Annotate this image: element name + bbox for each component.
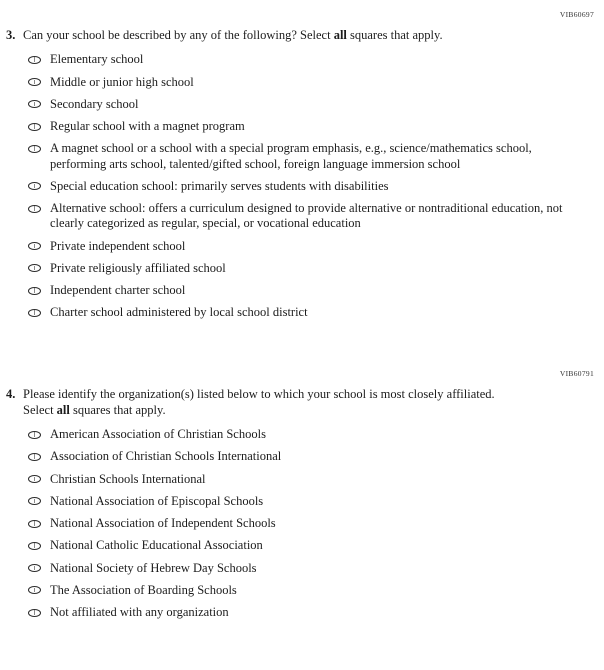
answer-oval-icon[interactable] [28, 309, 41, 317]
answer-oval-icon[interactable] [28, 56, 41, 64]
answer-option-label: Private independent school [50, 238, 186, 253]
question-4-prompt [23, 386, 523, 419]
answer-option[interactable] [28, 119, 596, 134]
question-3-prompt [23, 27, 443, 43]
question-4-number: 4. [6, 386, 16, 401]
prompt-text: squares that apply. [69, 402, 166, 417]
answer-oval-icon[interactable] [28, 78, 41, 86]
answer-option-label: American Association of Christian Schools [50, 427, 266, 441]
answer-oval-icon[interactable] [28, 564, 41, 572]
answer-option-label: Regular school with a magnet program [50, 119, 245, 133]
answer-option[interactable] [28, 179, 596, 194]
question-3-prompt-row [6, 27, 596, 43]
answer-option-label: National Association of Independent Schools [50, 516, 276, 530]
question-3-code: VIB60697 [559, 10, 594, 19]
answer-option[interactable] [28, 201, 596, 232]
prompt-bold-word: all [56, 402, 70, 417]
answer-option[interactable] [28, 494, 596, 509]
answer-option[interactable] [28, 75, 596, 90]
answer-oval-icon[interactable] [28, 542, 41, 550]
answer-option-label: Independent charter school [50, 283, 186, 297]
question-3 [6, 10, 596, 321]
answer-option[interactable] [28, 583, 596, 598]
answer-oval-icon[interactable] [28, 182, 41, 190]
answer-option-label: Private religiously affiliated school [50, 260, 226, 275]
answer-option-label: A magnet school or a school with a special program emphasis, e.g., science/mathematics school, performing arts school, talented/gifted school, foreign language immersion school [50, 141, 532, 171]
answer-option-label: National Society of Hebrew Day Schools [50, 560, 257, 575]
answer-oval-icon[interactable] [28, 497, 41, 505]
answer-option[interactable] [28, 516, 596, 531]
prompt-text: Can your school be described by any of the following? Select [23, 28, 334, 42]
answer-oval-icon[interactable] [28, 453, 41, 461]
answer-option-label: National Association of Episcopal Schools [50, 493, 264, 508]
answer-oval-icon[interactable] [28, 205, 41, 213]
answer-option-label: Special education school: primarily serves students with disabilities [50, 178, 389, 193]
answer-oval-icon[interactable] [28, 586, 41, 594]
question-3-number: 3. [6, 28, 16, 42]
answer-option-label: Not affiliated with any organization [50, 605, 229, 619]
question-4-code: VIB60791 [559, 368, 594, 378]
answer-option[interactable] [28, 141, 596, 172]
answer-option-label: National Catholic Educational Association [50, 538, 263, 553]
answer-option-label: Association of Christian Schools International [50, 449, 282, 464]
answer-oval-icon[interactable] [28, 123, 41, 131]
answer-oval-icon[interactable] [28, 609, 41, 617]
answer-oval-icon[interactable] [28, 100, 41, 108]
question-3-options [28, 52, 596, 320]
prompt-text: Please identify the organization(s) listed below to which your school is most closely affiliated. Select [23, 386, 495, 417]
answer-oval-icon[interactable] [28, 520, 41, 528]
answer-option[interactable] [28, 472, 596, 487]
answer-option-label: Elementary school [50, 52, 144, 67]
answer-option[interactable] [28, 305, 596, 320]
question-4-options [28, 427, 596, 620]
answer-option[interactable] [28, 97, 596, 112]
answer-option-label: Alternative school: offers a curriculum designed to provide alternative or nontraditional education, not clearly categorized as regular, special, or vocational education [50, 201, 563, 231]
answer-oval-icon[interactable] [28, 145, 41, 153]
answer-oval-icon[interactable] [28, 287, 41, 295]
answer-option-label: The Association of Boarding Schools [50, 582, 237, 597]
question-4 [6, 369, 596, 621]
answer-option-label: Christian Schools International [50, 471, 206, 486]
prompt-bold-word: all [333, 28, 347, 42]
answer-option[interactable] [28, 427, 596, 442]
prompt-text: squares that apply. [346, 28, 443, 42]
answer-option-label: Middle or junior high school [50, 74, 194, 89]
answer-option[interactable] [28, 52, 596, 67]
answer-oval-icon[interactable] [28, 475, 41, 483]
question-4-prompt-row [6, 386, 596, 419]
answer-option[interactable] [28, 561, 596, 576]
answer-option[interactable] [28, 283, 596, 298]
answer-option-label: Secondary school [50, 96, 139, 111]
answer-option-label: Charter school administered by local school district [50, 305, 308, 320]
answer-option[interactable] [28, 605, 596, 620]
answer-option[interactable] [28, 538, 596, 553]
answer-option[interactable] [28, 449, 596, 464]
answer-oval-icon[interactable] [28, 242, 41, 250]
answer-option[interactable] [28, 239, 596, 254]
answer-option[interactable] [28, 261, 596, 276]
answer-oval-icon[interactable] [28, 264, 41, 272]
answer-oval-icon[interactable] [28, 431, 41, 439]
